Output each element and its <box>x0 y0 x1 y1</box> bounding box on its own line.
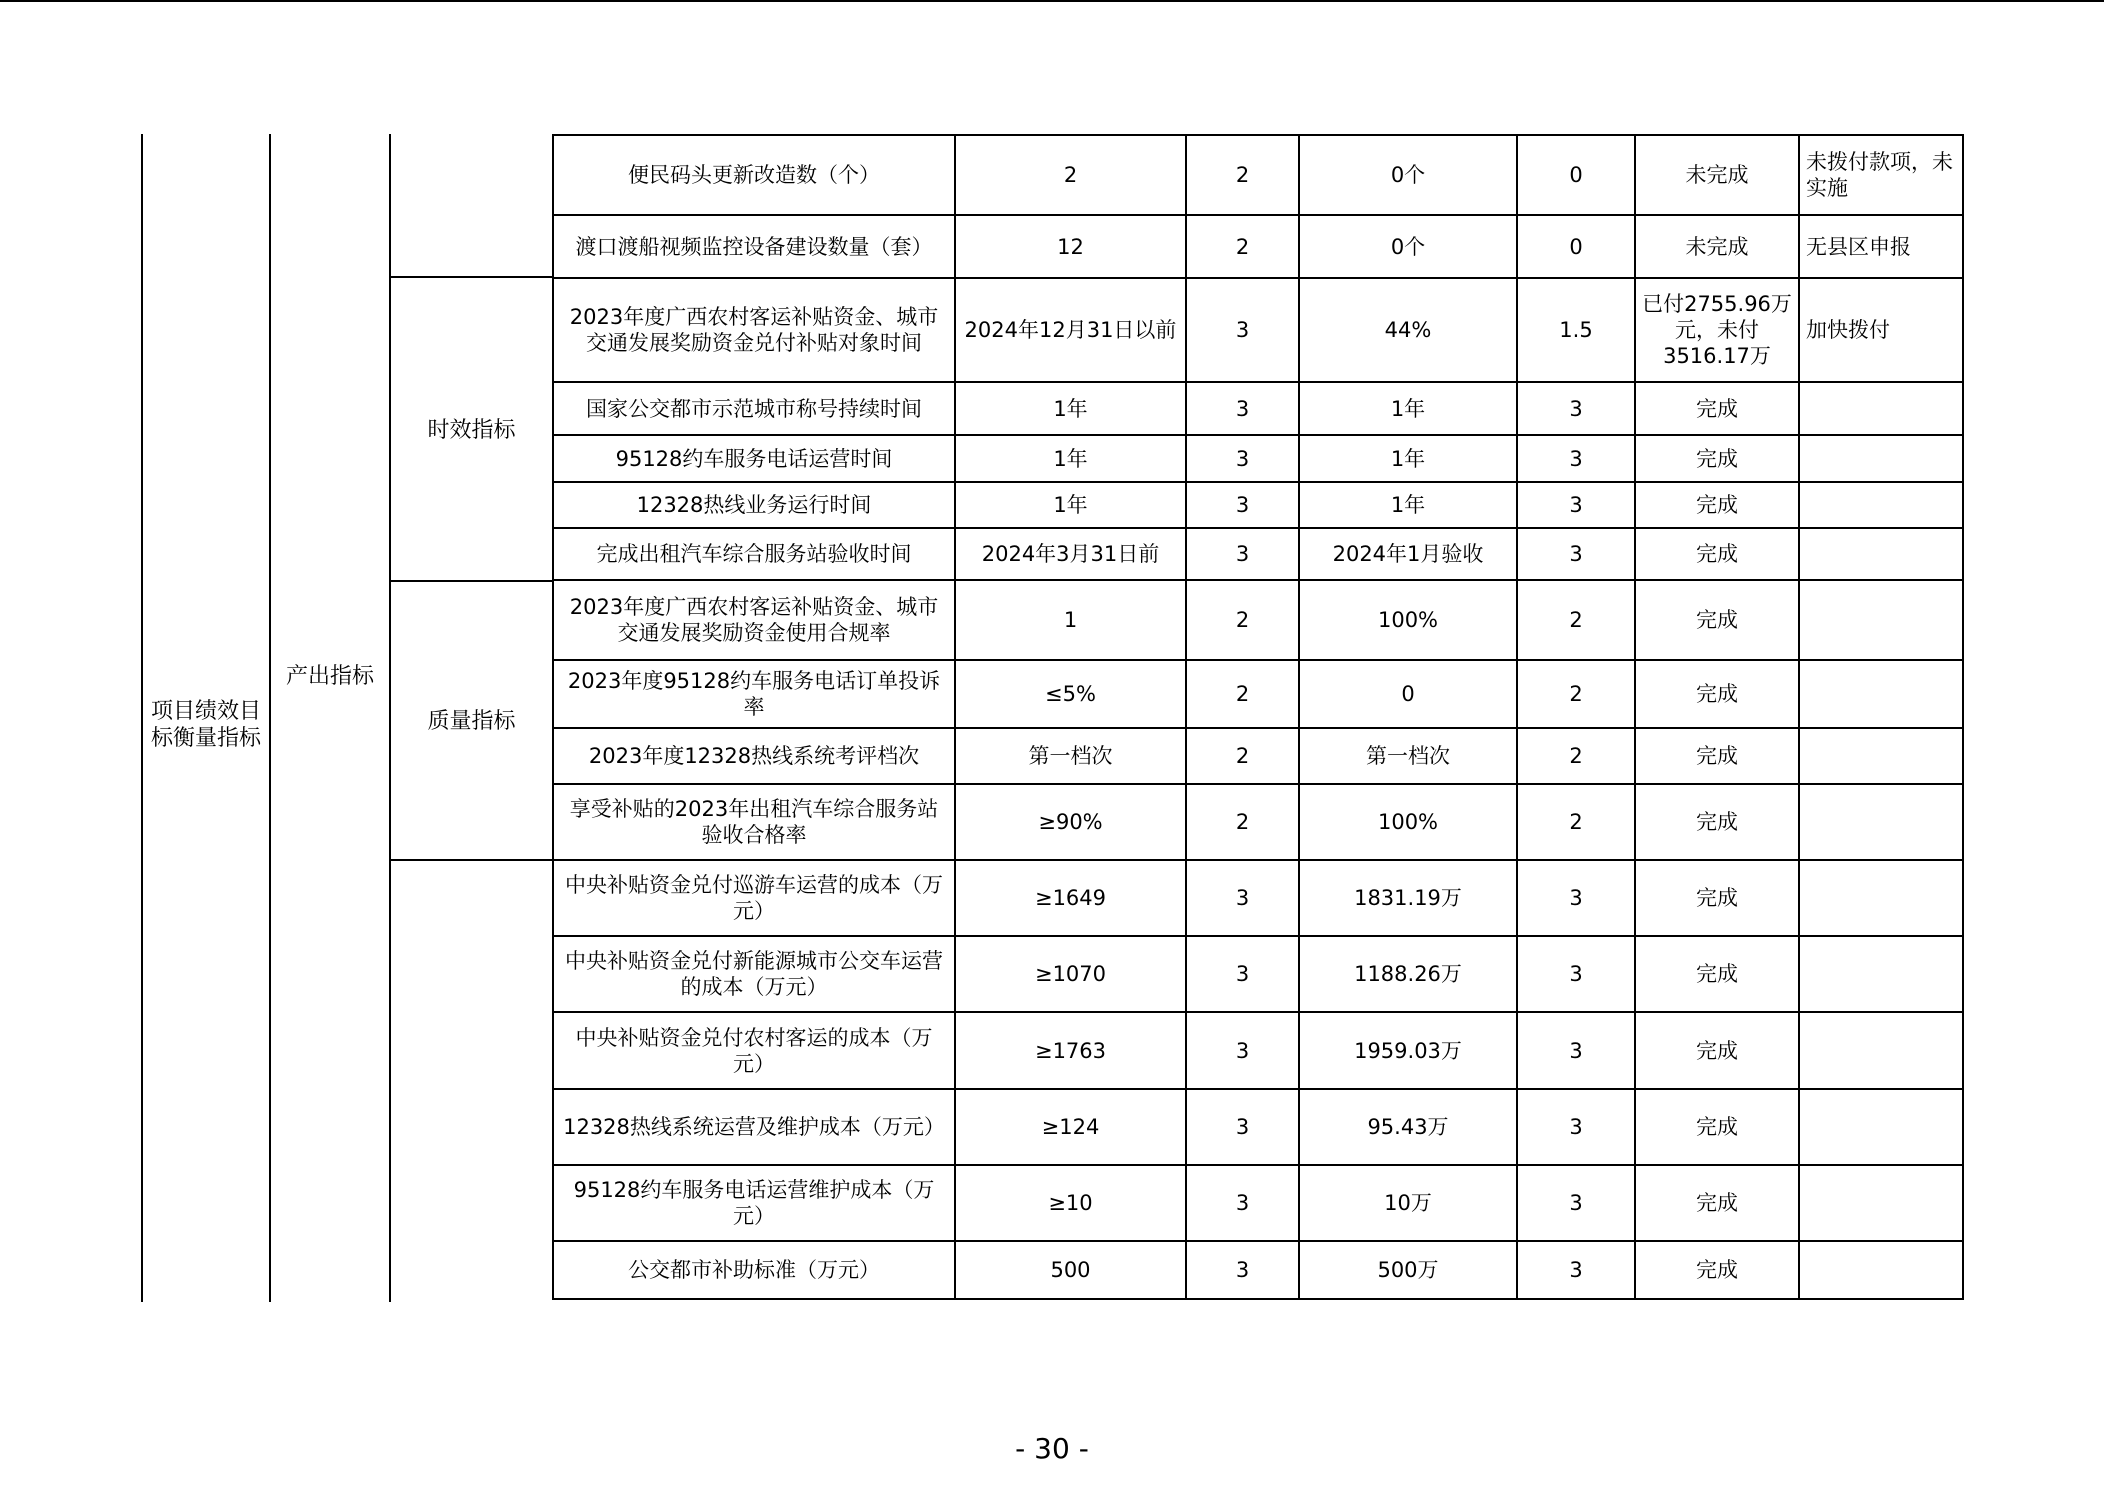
cell-actual: 500万 <box>1299 1241 1517 1299</box>
cell-name: 便民码头更新改造数（个） <box>553 135 955 215</box>
cell-score: 0 <box>1517 135 1635 215</box>
cell-weight: 3 <box>1186 482 1299 528</box>
cell-actual: 1188.26万 <box>1299 936 1517 1012</box>
table-row <box>553 1089 1963 1165</box>
cell-name: 2023年度广西农村客运补贴资金、城市交通发展奖励资金使用合规率 <box>553 580 955 660</box>
cell-note <box>1799 382 1963 435</box>
cell-score: 3 <box>1517 528 1635 580</box>
cell-actual: 1年 <box>1299 382 1517 435</box>
cell-note: 未拨付款项，未实施 <box>1799 135 1963 215</box>
cell-note <box>1799 482 1963 528</box>
cell-status: 完成 <box>1635 660 1799 728</box>
table-row <box>553 1241 1963 1299</box>
cell-score: 3 <box>1517 1089 1635 1165</box>
group-separator-1 <box>389 276 554 278</box>
cell-weight: 2 <box>1186 784 1299 860</box>
cell-status: 完成 <box>1635 482 1799 528</box>
cell-name: 国家公交都市示范城市称号持续时间 <box>553 382 955 435</box>
cell-actual: 100% <box>1299 784 1517 860</box>
cell-note <box>1799 580 1963 660</box>
cell-score: 2 <box>1517 580 1635 660</box>
cell-target: ≥1649 <box>955 860 1186 936</box>
cell-weight: 3 <box>1186 528 1299 580</box>
cell-target: 12 <box>955 215 1186 278</box>
cell-status: 完成 <box>1635 528 1799 580</box>
cell-score: 2 <box>1517 784 1635 860</box>
cell-status: 完成 <box>1635 784 1799 860</box>
cell-target: ≥124 <box>955 1089 1186 1165</box>
cell-weight: 2 <box>1186 580 1299 660</box>
cell-name: 12328热线业务运行时间 <box>553 482 955 528</box>
cell-note <box>1799 660 1963 728</box>
cell-name: 公交都市补助标准（万元） <box>553 1241 955 1299</box>
table-row <box>553 936 1963 1012</box>
cell-status: 完成 <box>1635 382 1799 435</box>
cell-weight: 3 <box>1186 1012 1299 1089</box>
cell-weight: 2 <box>1186 135 1299 215</box>
cell-target: ≥1070 <box>955 936 1186 1012</box>
cell-weight: 3 <box>1186 860 1299 936</box>
table-row <box>553 215 1963 278</box>
table-row <box>553 278 1963 382</box>
cell-note <box>1799 784 1963 860</box>
cell-target: 1 <box>955 580 1186 660</box>
cell-name: 享受补贴的2023年出租汽车综合服务站验收合格率 <box>553 784 955 860</box>
cell-weight: 3 <box>1186 936 1299 1012</box>
cell-status: 未完成 <box>1635 135 1799 215</box>
cell-score: 3 <box>1517 1012 1635 1089</box>
cell-actual: 44% <box>1299 278 1517 382</box>
cell-score: 3 <box>1517 435 1635 482</box>
cell-status: 未完成 <box>1635 215 1799 278</box>
cell-note <box>1799 936 1963 1012</box>
cell-name: 12328热线系统运营及维护成本（万元） <box>553 1089 955 1165</box>
cell-note <box>1799 435 1963 482</box>
table-row <box>553 135 1963 215</box>
level3-label-quality: 质量指标 <box>427 709 516 734</box>
cell-score: 2 <box>1517 728 1635 784</box>
table-row <box>553 482 1963 528</box>
cell-weight: 2 <box>1186 215 1299 278</box>
cell-score: 3 <box>1517 860 1635 936</box>
table-row <box>553 382 1963 435</box>
cell-score: 3 <box>1517 1241 1635 1299</box>
cell-score: 0 <box>1517 215 1635 278</box>
cell-target: 500 <box>955 1241 1186 1299</box>
table-row <box>553 728 1963 784</box>
cell-weight: 3 <box>1186 435 1299 482</box>
cell-score: 3 <box>1517 482 1635 528</box>
cell-target: 2024年3月31日前 <box>955 528 1186 580</box>
cell-name: 中央补贴资金兑付农村客运的成本（万元） <box>553 1012 955 1089</box>
cell-note: 无县区申报 <box>1799 215 1963 278</box>
cell-score: 3 <box>1517 1165 1635 1241</box>
cell-score: 1.5 <box>1517 278 1635 382</box>
cell-weight: 3 <box>1186 382 1299 435</box>
cell-name: 2023年度95128约车服务电话订单投诉率 <box>553 660 955 728</box>
cell-name: 中央补贴资金兑付新能源城市公交车运营的成本（万元） <box>553 936 955 1012</box>
cell-name: 2023年度12328热线系统考评档次 <box>553 728 955 784</box>
cell-score: 3 <box>1517 382 1635 435</box>
cell-weight: 3 <box>1186 1165 1299 1241</box>
cell-note: 加快拨付 <box>1799 278 1963 382</box>
table-row <box>553 1165 1963 1241</box>
level3-label-timeliness: 时效指标 <box>427 418 516 443</box>
cell-target: 1年 <box>955 435 1186 482</box>
cell-actual: 1年 <box>1299 482 1517 528</box>
cell-name: 95128约车服务电话运营时间 <box>553 435 955 482</box>
cell-target: 2024年12月31日以前 <box>955 278 1186 382</box>
cell-note <box>1799 1012 1963 1089</box>
cell-status: 完成 <box>1635 580 1799 660</box>
cell-note <box>1799 528 1963 580</box>
cell-status: 完成 <box>1635 1241 1799 1299</box>
cell-actual: 0个 <box>1299 215 1517 278</box>
table-row <box>553 784 1963 860</box>
cell-target: ≥1763 <box>955 1012 1186 1089</box>
cell-note <box>1799 860 1963 936</box>
cell-actual: 1831.19万 <box>1299 860 1517 936</box>
cell-status: 已付2755.96万元，未付3516.17万 <box>1635 278 1799 382</box>
cell-status: 完成 <box>1635 1012 1799 1089</box>
cell-note <box>1799 1089 1963 1165</box>
level2-label: 产出指标 <box>285 664 374 689</box>
column-divider-2 <box>269 134 271 1302</box>
cell-target: ≥90% <box>955 784 1186 860</box>
cell-target: 2 <box>955 135 1186 215</box>
cell-weight: 3 <box>1186 1241 1299 1299</box>
table-row <box>553 860 1963 936</box>
cell-actual: 10万 <box>1299 1165 1517 1241</box>
cell-status: 完成 <box>1635 936 1799 1012</box>
cell-note <box>1799 728 1963 784</box>
cell-status: 完成 <box>1635 860 1799 936</box>
cell-status: 完成 <box>1635 435 1799 482</box>
cell-actual: 1年 <box>1299 435 1517 482</box>
cell-score: 3 <box>1517 936 1635 1012</box>
cell-note <box>1799 1241 1963 1299</box>
cell-status: 完成 <box>1635 1089 1799 1165</box>
table-row <box>553 528 1963 580</box>
cell-actual: 0 <box>1299 660 1517 728</box>
cell-weight: 3 <box>1186 1089 1299 1165</box>
cell-target: ≥10 <box>955 1165 1186 1241</box>
cell-name: 95128约车服务电话运营维护成本（万元） <box>553 1165 955 1241</box>
cell-status: 完成 <box>1635 728 1799 784</box>
table-row <box>553 580 1963 660</box>
table-row <box>553 660 1963 728</box>
cell-name: 中央补贴资金兑付巡游车运营的成本（万元） <box>553 860 955 936</box>
level1-label: 项目绩效目标衡量指标 <box>150 699 261 751</box>
cell-name: 2023年度广西农村客运补贴资金、城市交通发展奖励资金兑付补贴对象时间 <box>553 278 955 382</box>
group-separator-2 <box>389 580 554 582</box>
table-row <box>553 1012 1963 1089</box>
indicator-table <box>552 134 1964 1300</box>
cell-actual: 95.43万 <box>1299 1089 1517 1165</box>
cell-weight: 2 <box>1186 728 1299 784</box>
cell-score: 2 <box>1517 660 1635 728</box>
cell-target: 1年 <box>955 382 1186 435</box>
cell-note <box>1799 1165 1963 1241</box>
cell-actual: 1959.03万 <box>1299 1012 1517 1089</box>
cell-target: 1年 <box>955 482 1186 528</box>
cell-actual: 0个 <box>1299 135 1517 215</box>
cell-target: ≤5% <box>955 660 1186 728</box>
cell-actual: 第一档次 <box>1299 728 1517 784</box>
cell-name: 渡口渡船视频监控设备建设数量（套） <box>553 215 955 278</box>
cell-target: 第一档次 <box>955 728 1186 784</box>
cell-actual: 2024年1月验收 <box>1299 528 1517 580</box>
page-top-border <box>0 0 2104 2</box>
group-separator-3 <box>389 859 554 861</box>
cell-name: 完成出租汽车综合服务站验收时间 <box>553 528 955 580</box>
page-number: - 30 - <box>1015 1432 1089 1465</box>
cell-actual: 100% <box>1299 580 1517 660</box>
cell-status: 完成 <box>1635 1165 1799 1241</box>
table-row <box>553 435 1963 482</box>
cell-weight: 3 <box>1186 278 1299 382</box>
cell-weight: 2 <box>1186 660 1299 728</box>
